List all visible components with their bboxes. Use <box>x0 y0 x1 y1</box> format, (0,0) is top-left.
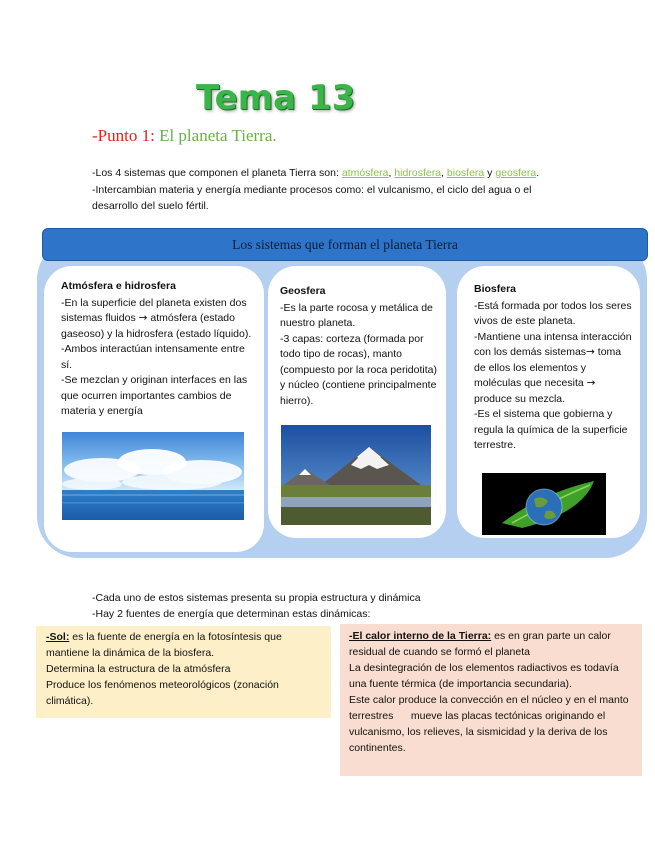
link-hidrosfera[interactable]: hidrosfera <box>394 167 442 179</box>
intro-and: y <box>484 167 493 179</box>
energy-line2: -Hay 2 fuentes de energía que determinan estas dinámicas: <box>92 608 371 620</box>
card-paragraph: -Se mezclan y originan interfaces en las que ocurren importantes cambios de materia y energía <box>61 374 248 417</box>
card-text: -En la superficie del planeta existen dos sistemas fluidos <box>61 296 247 324</box>
systems-banner: Los sistemas que forman el planeta Tierra <box>42 228 648 261</box>
energy-intro <box>92 590 572 622</box>
card-text: produce su mezcla. <box>474 392 566 405</box>
card-paragraph: -Ambos interactúan intensamente entre sí. <box>61 343 245 371</box>
arrow-icon: → <box>586 346 595 358</box>
card-text: atmósfera (estado gaseoso) y la hidrosfera (estado líquido). <box>61 312 252 340</box>
calor-text: Este calor produce la convección en el núcleo y en el manto terrestres <box>349 694 629 722</box>
sol-label: -Sol: <box>46 631 70 643</box>
arrow-icon: → <box>138 312 148 324</box>
calor-line3 <box>349 692 634 756</box>
sol-line3: Produce los fenómenos meteorológicos (zonación climática). <box>46 679 279 707</box>
calor-label: -El calor interno de la Tierra: <box>349 630 492 642</box>
link-geosfera[interactable]: geosfera <box>495 167 537 179</box>
intro-line2: -Intercambian materia y energía mediante procesos como: el vulcanismo, el ciclo del agua o el desarrollo del suelo fértil. <box>92 183 532 212</box>
card-heading: Biosfera <box>474 283 517 295</box>
energy-line1: -Cada uno de estos sistemas presenta su propia estructura y dinámica <box>92 592 421 604</box>
sol-text: es la fuente de energía en la fotosíntesis que mantiene la dinámica de la biosfera. <box>46 631 282 659</box>
calor-text: mueve las placas tectónicas originando el vulcanismo, los relieves, la sismicidad y la deriva de los continentes. <box>349 710 608 754</box>
sol-box <box>36 626 331 718</box>
card-text: -Mantiene una intensa interacción con los demás sistemas <box>474 330 632 358</box>
section-heading <box>92 126 277 146</box>
card-paragraph: -3 capas: corteza (formada por todo tipo de rocas), manto (compuesto por la roca peridotita) y núcleo (contiene principalmente hierro). <box>280 332 437 407</box>
link-atmosfera[interactable]: atmósfera <box>341 167 389 179</box>
intro-text: -Los 4 sistemas que componen el planeta Tierra son: atmósfera, hidrosfera, biosfera y geosfera. -Intercambian materia y energía mediante procesos como: el vulcanismo, el ciclo del agua o el desarrollo del suelo fértil. <box>92 167 540 212</box>
intro-line1-prefix: -Los 4 sistemas que componen el planeta Tierra son: <box>92 167 342 179</box>
card-heading: Geosfera <box>280 285 326 297</box>
card-paragraph <box>474 330 634 408</box>
page-title: Tema 13 <box>196 78 356 118</box>
arrow-icon: → <box>586 377 596 389</box>
section-number: -Punto 1: <box>92 126 155 145</box>
calor-box <box>340 624 642 776</box>
calor-line2: La desintegración de los elementos radiactivos es todavía una fuente térmica (de importancia secundaria). <box>349 662 619 690</box>
calor-text: es en gran parte un calor residual de cuando se formó el planeta <box>349 630 611 658</box>
earth-leaf-image <box>482 473 606 535</box>
volcano-mountain-image <box>281 425 431 525</box>
sol-paragraph <box>46 629 323 661</box>
intro-dot: . <box>536 167 540 179</box>
card-heading: Atmósfera e hidrosfera <box>61 280 176 292</box>
link-biosfera[interactable]: biosfera <box>446 167 485 179</box>
calor-paragraph <box>349 628 634 660</box>
section-title: El planeta Tierra. <box>159 126 277 145</box>
card-paragraph: -Es el sistema que gobierna y regula la química de la superficie terrestre. <box>474 408 628 451</box>
card-paragraph <box>61 296 254 343</box>
card-paragraph: -Es la parte rocosa y metálica de nuestro planeta. <box>280 301 433 329</box>
sky-ocean-image <box>62 432 244 520</box>
card-text: toma de ellos los elementos y moléculas que necesita <box>474 346 622 389</box>
sol-line2: Determina la estructura de la atmósfera <box>46 663 231 675</box>
card-paragraph: -Está formada por todos los seres vivos de este planeta. <box>474 299 632 327</box>
